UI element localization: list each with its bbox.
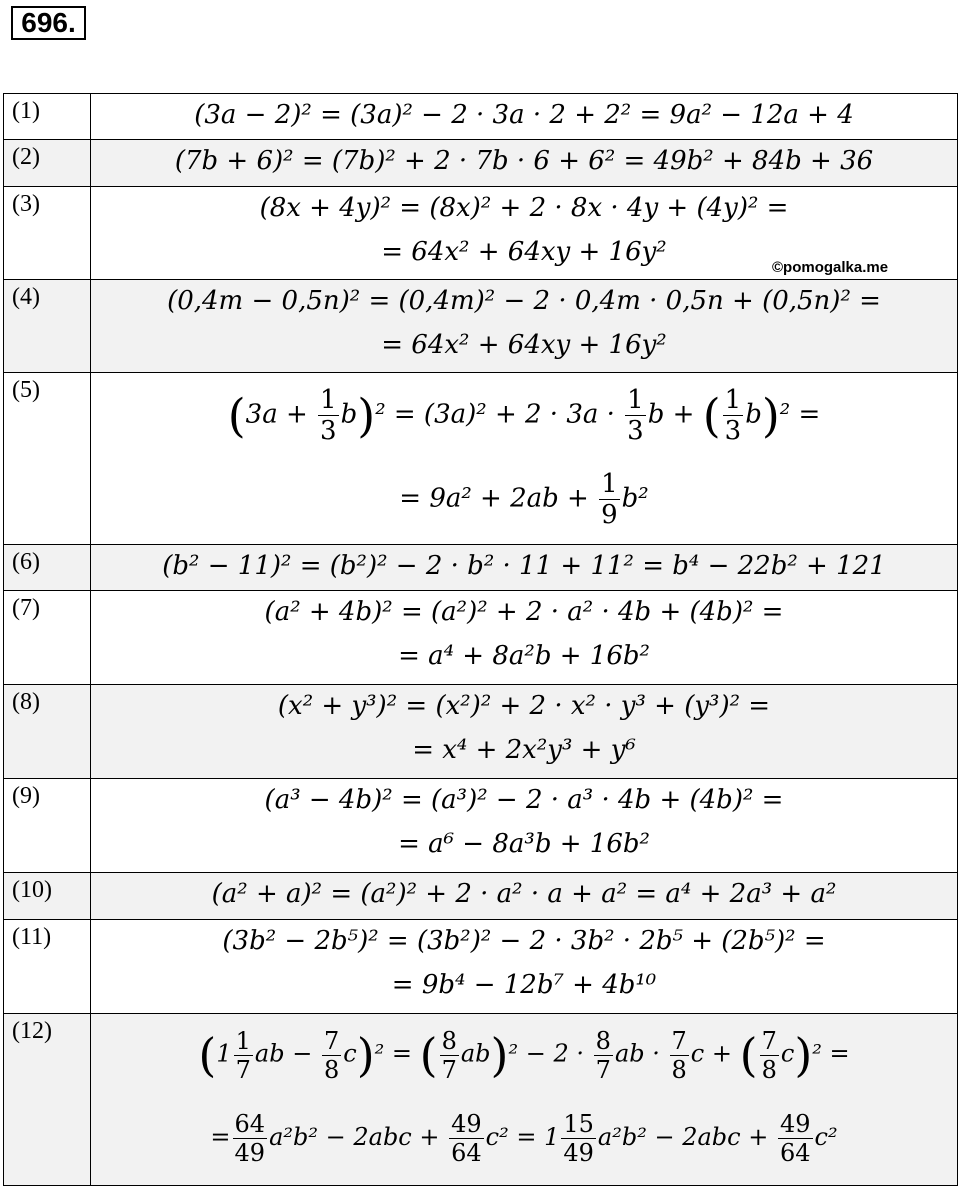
table-row	[3, 590, 958, 685]
fraction: $\frac{1}{3}$	[627, 385, 644, 446]
row-label: (6)	[4, 545, 91, 590]
row-equation	[91, 94, 957, 139]
fraction: $\frac{15}{49}$	[563, 1110, 594, 1167]
row-equation	[91, 280, 957, 372]
row-label: (10)	[4, 873, 91, 919]
fraction: $\frac{1}{3}$	[320, 385, 337, 446]
left-paren: (	[227, 388, 246, 443]
equation-line: (3b² − 2b⁵)² = (3b²)² − 2 · 3b² · 2b⁵ + (2b⁵)² =	[222, 926, 826, 956]
row-equation	[91, 685, 957, 778]
row-label: (8)	[4, 685, 91, 778]
fraction: $\frac{7}{8}$	[671, 1026, 687, 1084]
row-equation	[91, 591, 957, 684]
row-label: (4)	[4, 280, 91, 372]
problem-number: 696.	[11, 6, 86, 40]
table-row	[3, 684, 958, 779]
equation-line: (a² + a)² = (a²)² + 2 · a² · a + a² = a⁴ + 2a³ + a²	[211, 879, 837, 909]
row-label: (3)	[4, 187, 91, 279]
equation-line: (b² − 11)² = (b²)² − 2 · b² · 11 + 11² = b⁴ − 22b² + 121	[162, 551, 886, 581]
fraction: $\frac{7}{8}$	[323, 1026, 340, 1084]
row-label: (12)	[4, 1014, 91, 1185]
row-equation	[91, 545, 957, 590]
equation-line: (x² + y³)² = (x²)² + 2 · x² · y³ + (y³)² =	[277, 691, 771, 721]
equation-line: = a⁴ + 8a²b + 16b²	[398, 641, 650, 671]
equation-line: = 64x² + 64xy + 16y²	[381, 330, 667, 360]
fraction: $\frac{49}{64}$	[779, 1110, 811, 1167]
table-row	[3, 139, 958, 187]
left-paren: (	[702, 388, 721, 443]
row-equation	[91, 920, 957, 1013]
fraction: $\frac{7}{8}$	[761, 1026, 777, 1084]
equation-line: (0,4m − 0,5n)² = (0,4m)² − 2 · 0,4m · 0,5n + (0,5n)² =	[167, 286, 881, 316]
row-equation	[91, 873, 957, 919]
row-label: (9)	[4, 779, 91, 872]
table-row	[3, 93, 958, 140]
row-label: (11)	[4, 920, 91, 1013]
table-row	[3, 778, 958, 873]
table-row	[3, 1013, 958, 1186]
table-row	[3, 872, 958, 920]
row-label: (1)	[4, 94, 91, 139]
equation-line: (3a − 2)² = (3a)² − 2 · 3a · 2 + 2² = 9a² − 12a + 4	[194, 100, 854, 130]
right-paren: )	[357, 388, 376, 443]
table-row	[3, 919, 958, 1014]
equation-line: = x⁴ + 2x²y³ + y⁶	[412, 735, 636, 765]
table-row	[3, 544, 958, 591]
fraction: $\frac{64}{49}$	[234, 1110, 266, 1167]
fraction: $\frac{1}{3}$	[724, 385, 742, 446]
equation-line: = 9b⁴ − 12b⁷ + 4b¹⁰	[391, 970, 657, 1000]
table-row	[3, 279, 958, 373]
fraction: $\frac{8}{7}$	[595, 1026, 611, 1084]
equation-line: = a⁶ − 8a³b + 16b²	[398, 829, 650, 859]
equation-line: (a² + 4b)² = (a²)² + 2 · a² · 4b + (4b)² =	[264, 597, 784, 627]
fraction: $\frac{8}{7}$	[441, 1026, 457, 1084]
fraction: $\frac{1}{7}$	[235, 1026, 251, 1084]
watermark: ©pomogalka.me	[772, 259, 889, 276]
row-label: (2)	[4, 140, 91, 186]
equation-line: (8x + 4y)² = (8x)² + 2 · 8x · 4y + (4y)² =	[259, 193, 789, 223]
fraction: $\frac{1}{9}$	[601, 469, 618, 530]
equation-line: (3a + $\frac{1}{3}$ b)² = (3a)² + 2 · 3a · $\frac{1}{3}$ b + ( $\frac{1}{3}$ b)² =	[227, 385, 821, 446]
fraction: $\frac{49}{64}$	[451, 1110, 482, 1167]
equation-line: (1 $\frac{1}{7}$ ab − $\frac{7}{8}$ c)² = ( $\frac{8}{7}$ ab)² − 2 · $\frac{8}{7}$ ab · $\frac{7}{8}$ c + ( $\frac{7}{8}$ c)² =	[198, 1026, 850, 1084]
row-equation	[91, 779, 957, 872]
table-row	[3, 372, 958, 545]
equation-line: (a³ − 4b)² = (a³)² − 2 · a³ · 4b + (4b)² =	[264, 785, 784, 815]
row-equation	[91, 1014, 957, 1185]
row-label: (5)	[4, 373, 91, 544]
equation-line: = 64x² + 64xy + 16y²	[381, 237, 667, 267]
equation-line: = 9a² + 2ab + $\frac{1}{9}$ b²	[399, 469, 649, 530]
row-label: (7)	[4, 591, 91, 684]
equation-line: = $\frac{64}{49}$ a²b² − 2abc + $\frac{49}{64}$ c² = 1 $\frac{15}{49}$ a²b² − 2abc + $\frac{49}{64}$ c²	[210, 1110, 838, 1167]
row-equation	[91, 373, 957, 544]
row-equation	[91, 140, 957, 186]
equation-line: (7b + 6)² = (7b)² + 2 · 7b · 6 + 6² = 49b² + 84b + 36	[174, 146, 874, 176]
right-paren: )	[761, 388, 780, 443]
